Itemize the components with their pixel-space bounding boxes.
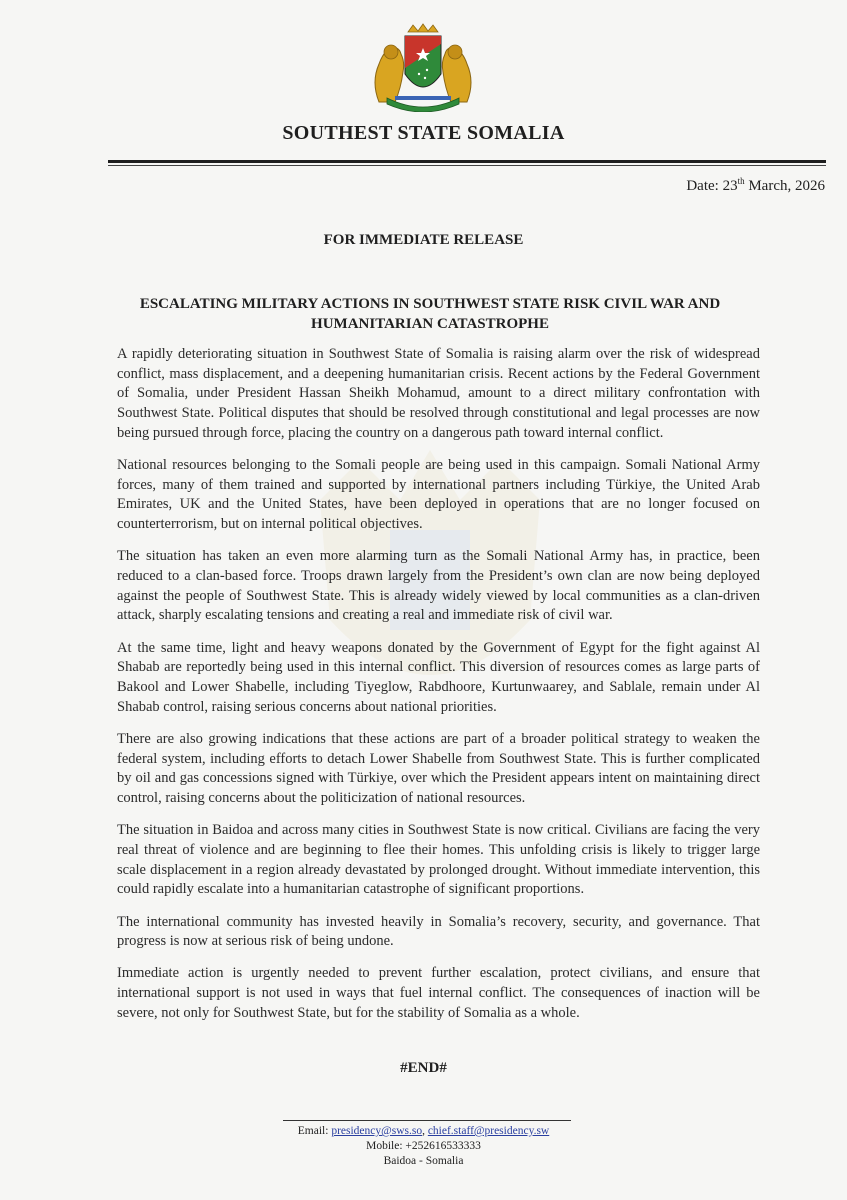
end-mark: #END# xyxy=(400,1060,447,1076)
date-month-year: March, 2026 xyxy=(744,178,825,194)
footer-location: Baidoa - Somalia xyxy=(383,1155,464,1167)
footer-divider xyxy=(283,1120,571,1121)
paragraph-4: At the same time, light and heavy weapons donated by the Government of Egypt for the fight against Al Shabab are reportedly being used in this internal conflict. This diversion of resources comes as large parts of Bakool and Lower Shabelle, including Tiyeglow, Rabdhoore, Kurtunwaarey, and Sablale, remain under Al Shabab control, raising serious concerns about national priorities. xyxy=(117,639,760,715)
header-divider-thick xyxy=(108,160,826,163)
email-link-chief-staff[interactable]: chief.staff@presidency.sw xyxy=(427,1125,550,1137)
paragraph-8: Immediate action is urgently needed to prevent further escalation, protect civilians, and ensure that international support is not used in ways that fuel internal conflict. The consequences of inaction will be severe, not only for Southwest State, but for the stability of Somalia as a whole. xyxy=(117,965,760,1021)
email-separator: , xyxy=(422,1125,428,1137)
footer-email-line xyxy=(0,1124,847,1139)
release-date xyxy=(686,176,825,195)
headline xyxy=(130,294,730,334)
state-title: SOUTHEST STATE SOMALIA xyxy=(282,122,565,144)
headline-line-1: ESCALATING MILITARY ACTIONS IN SOUTHWEST STATE RISK CIVIL WAR AND xyxy=(139,296,721,312)
headline-line-2: HUMANITARIAN CATASTROPHE xyxy=(311,316,549,332)
paragraph-5: There are also growing indications that these actions are part of a broader political strategy to weaken the federal system, including efforts to detach Lower Shabelle from Southwest State. This is further complicated by oil and gas concessions signed with Türkiye, over which the President appears intent on maintaining direct control, raising concerns about the politicization of national resources. xyxy=(117,730,760,807)
email-label: Email: xyxy=(297,1125,332,1137)
paragraph-7: The international community has invested heavily in Somalia’s recovery, security, and governance. That progress is now at serious risk of being undone. xyxy=(117,913,760,950)
date-suffix: th xyxy=(737,176,745,186)
header-divider-thin xyxy=(108,165,826,166)
coat-of-arms-emblem xyxy=(365,22,481,112)
body-text xyxy=(117,345,760,1036)
date-day: Date: 23 xyxy=(686,178,738,194)
email-link-presidency[interactable]: presidency@sws.so xyxy=(331,1125,423,1137)
paragraph-3: The situation has taken an even more alarming turn as the Somali National Army has, in practice, been reduced to a clan-based force. Troops drawn largely from the President’s own clan are now being deployed against the people of Southwest State. This is already widely viewed by local communities as a clan-driven attack, sharply escalating tensions and creating a real and immediate risk of civil war. xyxy=(117,548,760,624)
paragraph-6: The situation in Baidoa and across many cities in Southwest State is now critical. Civilians are facing the very real threat of violence and are beginning to flee their homes. This unfolding crisis is likely to trigger large scale displacement in a region already devastated by prolonged drought. Without immediate intervention, this could rapidly escalate into a humanitarian catastrophe of significant proportions. xyxy=(117,822,760,898)
paragraph-2: National resources belonging to the Somali people are being used in this campaign. Somali National Army forces, many of them trained and supported by international partners including Türkiye, the United Arab Emirates, UK and the United States, have been deployed in operations that are no longer focused on counterterrorism, but on internal political objectives. xyxy=(117,457,760,533)
footer-mobile: Mobile: +252616533333 xyxy=(366,1140,481,1152)
footer-contact xyxy=(0,1124,847,1169)
paragraph-1: A rapidly deteriorating situation in Southwest State of Somalia is raising alarm over the risk of widespread conflict, mass displacement, and a deepening humanitarian crisis. Recent actions by the Federal Government of Somalia, under President Hassan Sheikh Mohamud, amount to a direct military confrontation with Southwest State. Political disputes that should be resolved through constitutional and legal processes are now being pursued through force, placing the country on a dangerous path toward internal conflict. xyxy=(117,346,760,441)
release-label: FOR IMMEDIATE RELEASE xyxy=(323,232,524,248)
